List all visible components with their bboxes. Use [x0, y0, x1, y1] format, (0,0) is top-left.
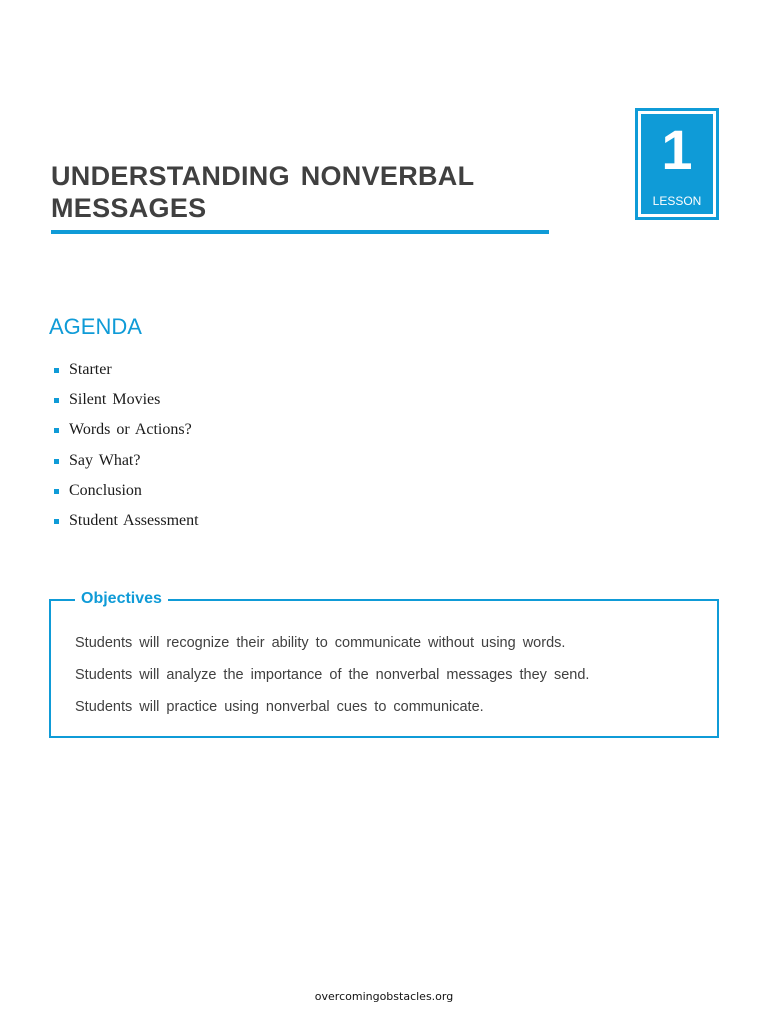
objective-item: Students will recognize their ability to communicate without using words.	[75, 635, 566, 651]
lesson-title	[51, 160, 571, 224]
footer-website: overcomingobstacles.org	[314, 990, 454, 1003]
lesson-title-line-2: MESSAGES	[51, 193, 207, 223]
agenda-item-conclusion	[50, 479, 199, 509]
objective-item: Students will practice using nonverbal cues to communicate.	[75, 699, 484, 715]
objective-item: Students will analyze the importance of the nonverbal messages they send.	[75, 667, 590, 683]
bullet-icon	[54, 489, 59, 494]
agenda-item-label: Student Assessment	[69, 511, 199, 529]
agenda-item-silent-movies	[50, 388, 199, 418]
agenda-item-label: Conclusion	[69, 481, 142, 499]
lesson-label: LESSON	[652, 194, 702, 208]
agenda-item-student-assessment	[50, 509, 199, 539]
bullet-icon	[54, 398, 59, 403]
agenda-item-label: Say What?	[69, 451, 141, 469]
bullet-icon	[54, 519, 59, 524]
objectives-heading: Objectives	[75, 589, 168, 609]
title-underline	[51, 230, 549, 234]
lesson-number: 1	[661, 118, 693, 181]
agenda-item-words-or-actions	[50, 418, 199, 448]
lesson-badge	[635, 108, 719, 220]
agenda-item-starter	[50, 358, 199, 388]
agenda-item-label: Silent Movies	[69, 391, 161, 409]
agenda-item-label: Starter	[69, 361, 112, 378]
agenda-item-label: Words or Actions?	[69, 421, 192, 439]
agenda-list	[50, 358, 199, 539]
bullet-icon	[54, 459, 59, 464]
objectives-box	[49, 590, 719, 738]
agenda-item-say-what	[50, 449, 199, 479]
lesson-title-line-1: UNDERSTANDING NONVERBAL	[51, 161, 475, 191]
bullet-icon	[54, 368, 59, 373]
objectives-list	[75, 631, 589, 727]
lesson-badge-inner	[641, 114, 713, 214]
agenda-heading: AGENDA	[49, 314, 142, 339]
bullet-icon	[54, 428, 59, 433]
